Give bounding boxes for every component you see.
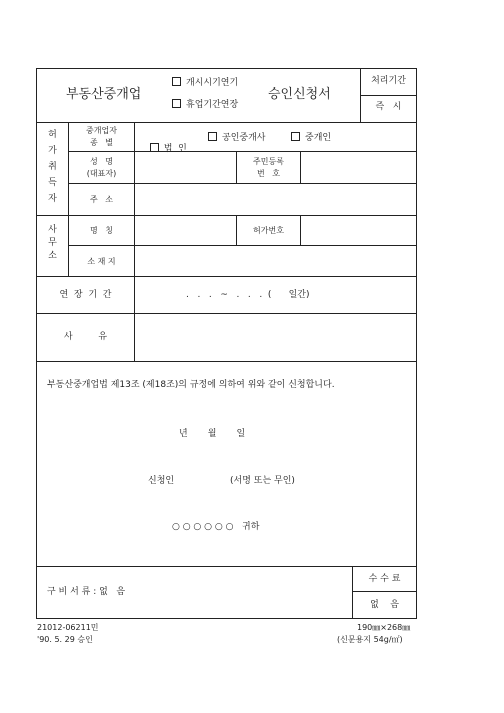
license-number-label: 허가번호 [253, 226, 284, 235]
applicant-label: 신청인 [148, 476, 175, 486]
processing-period-value: 즉 시 [375, 102, 402, 112]
option-postpone-start[interactable] [172, 77, 238, 89]
type-label-line2: 종 별 [89, 138, 114, 147]
option-label: 휴업기간연장 [186, 100, 239, 110]
form-title-right: 승인신청서 [268, 87, 331, 102]
type-option-broker[interactable] [291, 132, 331, 144]
paper-size: 190㎜×268㎜ [357, 623, 411, 632]
option-label: 공인중개사 [222, 133, 266, 143]
option-label: 법 인 [163, 144, 187, 154]
section-char: 사 [48, 225, 57, 235]
required-documents: 구 비 서 류 : 없 음 [47, 587, 126, 597]
office-location-field[interactable] [135, 246, 416, 276]
fee-value: 없 음 [370, 600, 399, 610]
section-char: 소 [48, 251, 57, 261]
address-label: 주 소 [89, 195, 114, 204]
date-line[interactable]: 년 월 일 [179, 429, 246, 439]
name-field[interactable] [135, 152, 236, 183]
resident-id-label-line2: 번 호 [256, 169, 281, 178]
section-char: 가 [48, 146, 57, 156]
office-name-field[interactable] [135, 216, 236, 245]
section-char: 득 [48, 178, 57, 188]
extension-period-value[interactable]: . . . ~ . . . ( 일간) [186, 290, 310, 300]
office-location-label: 소 재 지 [87, 257, 116, 266]
signature-note: (서명 또는 무인) [230, 476, 295, 486]
applicant-section-label [37, 127, 68, 207]
section-char: 자 [48, 194, 57, 204]
option-extend-closure[interactable] [172, 99, 238, 111]
name-label-line1: 성 명 [89, 157, 114, 166]
section-char: 취 [48, 162, 57, 172]
office-name-label: 명 칭 [89, 226, 114, 235]
address-field[interactable] [135, 184, 416, 215]
form-code: 21012-06211민 [37, 623, 99, 632]
name-label-line2: (대표자) [86, 169, 117, 178]
resident-id-field[interactable] [301, 152, 416, 183]
option-label: 중개인 [305, 133, 332, 143]
reason-label: 사 유 [63, 332, 108, 342]
checkbox-icon[interactable] [208, 132, 217, 141]
checkbox-icon[interactable] [172, 77, 181, 86]
checkbox-icon[interactable] [172, 99, 181, 108]
reason-field[interactable] [135, 314, 416, 361]
addressee: ○ ○ ○ ○ ○ ○ 귀하 [172, 522, 260, 532]
processing-period-label: 처리기간 [371, 76, 406, 86]
approval-date: '90. 5. 29 승인 [37, 635, 93, 644]
section-char: 허 [48, 130, 57, 140]
extension-period-label: 연 장 기 간 [59, 290, 112, 300]
form-title-left: 부동산중개업 [66, 87, 142, 102]
resident-id-label-line1: 주민등록 [253, 157, 284, 166]
statement-text: 부동산중개업법 제13조 (제18조)의 규정에 의하여 위와 같이 신청합니다. [47, 380, 335, 390]
office-section-label [37, 224, 68, 263]
option-label: 개시시기연기 [186, 78, 239, 88]
checkbox-icon[interactable] [150, 143, 159, 152]
license-number-field[interactable] [301, 216, 416, 245]
paper-type: (신문용지 54g/㎡) [337, 635, 403, 644]
section-char: 무 [48, 238, 57, 248]
type-option-licensed-agent[interactable] [208, 132, 265, 144]
fee-label: 수 수 료 [368, 574, 401, 584]
type-label-line1: 중개업자 [86, 126, 117, 135]
checkbox-icon[interactable] [291, 132, 300, 141]
